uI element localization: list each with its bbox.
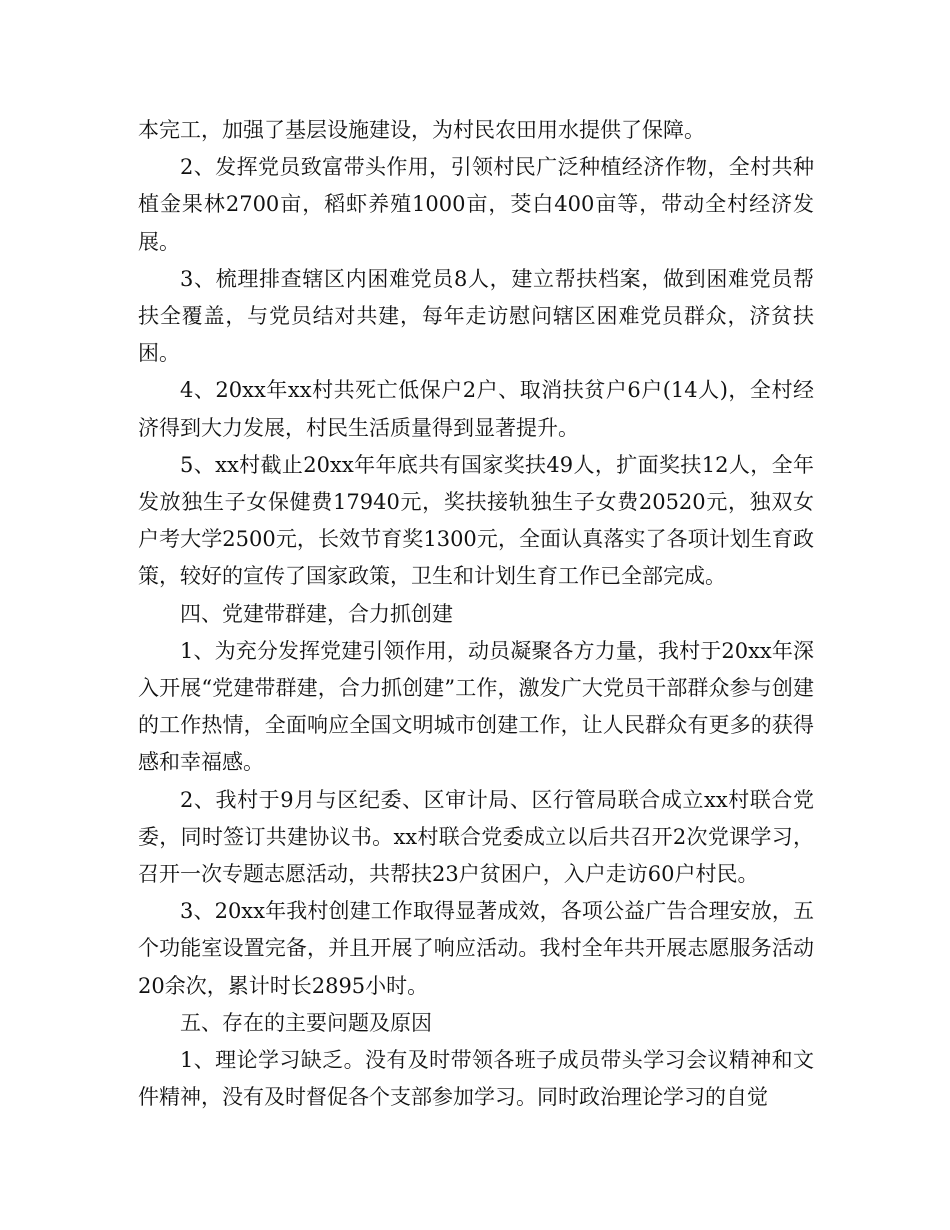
paragraph: 1、理论学习缺乏。没有及时带领各班子成员带头学习会议精神和文件精神，没有及时督促各个支部参加学习。同时政治理论学习的自觉 — [138, 1048, 814, 1110]
section-heading: 四、党建带群建，合力抓创建 — [180, 601, 453, 626]
paragraph: 本完工，加强了基层设施建设，为村民农田用水提供了保障。 — [138, 118, 705, 142]
paragraph: 2、我村于9月与区纪委、区审计局、区行管局联合成立xx村联合党委，同时签订共建协议书。xx村联合党委成立以后共召开2次党课学习，召开一次专题志愿活动，共帮扶23户贫困户，入户走访60户村民。 — [138, 787, 814, 887]
document-body — [138, 112, 814, 1116]
paragraph: 3、20xx年我村创建工作取得显著成效，各项公益广告合理安放，五个功能室设置完备，并且开展了响应活动。我村全年共开展志愿服务活动20余次，累计时长2895小时。 — [138, 899, 814, 998]
paragraph: 5、xx村截止20xx年年底共有国家奖扶49人，扩面奖扶12人，全年发放独生子女保健费17940元，奖扶接轨独生子女费20520元，独双女户考大学2500元，长效节育奖1300元，全面认真落实了各项计划生育政策，较好的宣传了国家政策，卫生和计划生育工作已全部完成。 — [138, 452, 814, 589]
paragraph: 2、发挥党员致富带头作用，引领村民广泛种植经济作物，全村共种植金果林2700亩，稻虾养殖1000亩，茭白400亩等，带动全村经济发展。 — [138, 155, 814, 254]
section-heading: 五、存在的主要问题及原因 — [180, 1010, 432, 1035]
paragraph: 1、为充分发挥党建引领作用，动员凝聚各方力量，我村于20xx年深入开展“党建带群建，合力抓创建”工作，激发广大党员干部群众参与创建的工作热情，全面响应全国文明城市创建工作，让人民群众有更多的获得感和幸福感。 — [138, 638, 814, 775]
paragraph: 3、梳理排查辖区内困难党员8人，建立帮扶档案，做到困难党员帮扶全覆盖，与党员结对共建，每年走访慰问辖区困难党员群众，济贫扶困。 — [138, 266, 814, 366]
paragraph: 4、20xx年xx村共死亡低保户2户、取消扶贫户6户(14人)，全村经济得到大力发展，村民生活质量得到显著提升。 — [138, 378, 814, 440]
